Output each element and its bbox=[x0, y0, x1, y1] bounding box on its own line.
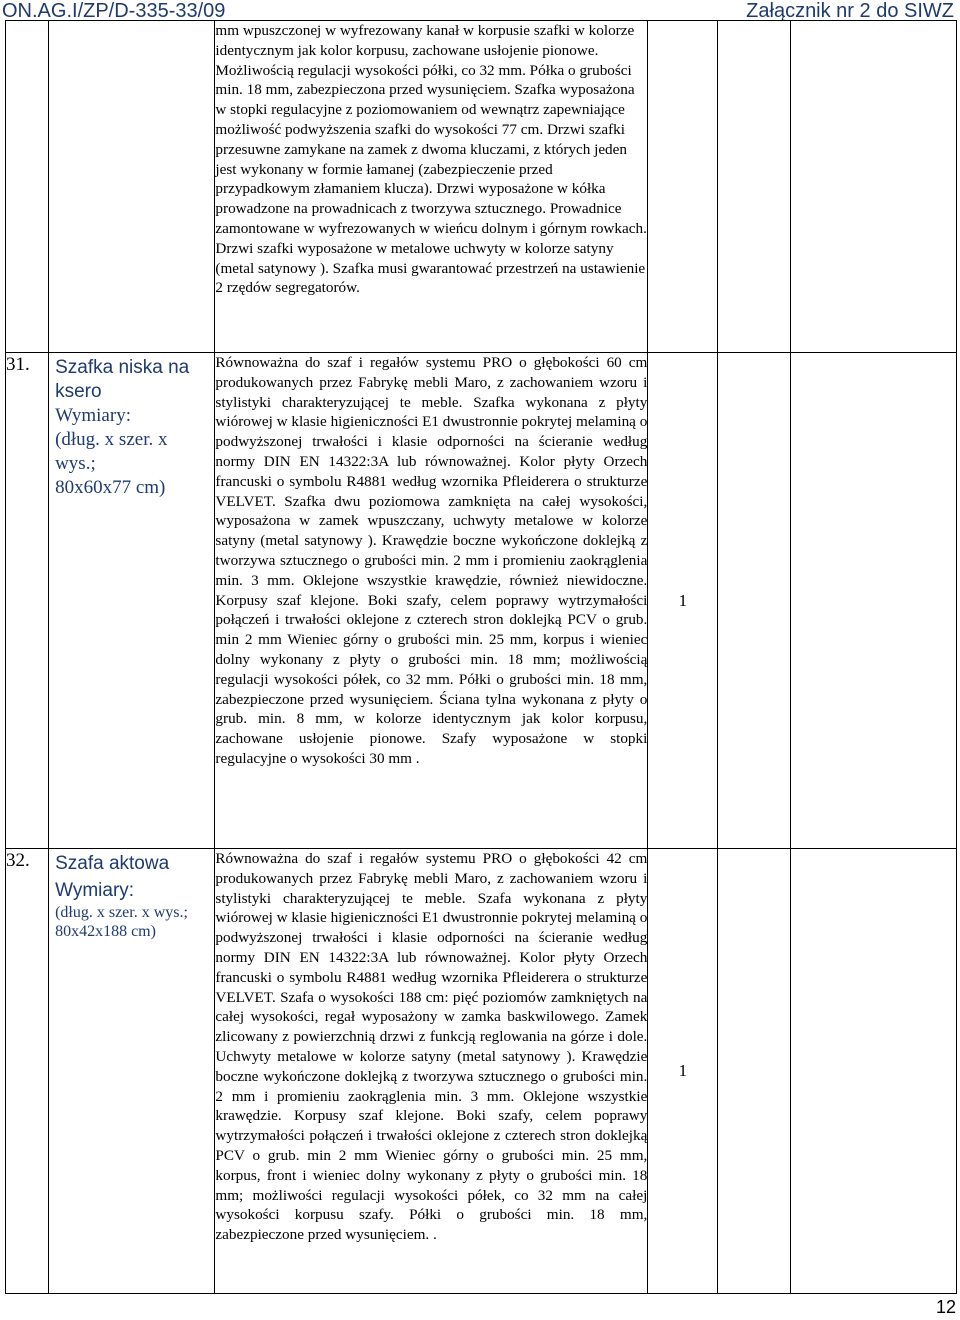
table-row-item-32 bbox=[6, 849, 957, 1294]
empty-cell bbox=[718, 849, 790, 1294]
item-quantity: 1 bbox=[648, 849, 718, 1294]
item-quantity: 1 bbox=[648, 353, 718, 849]
name-cell bbox=[49, 21, 215, 353]
item-description: Równoważna do szaf i regałów systemu PRO o głębokości 60 cm produkowanych przez Fabrykę mebli Maro, z zachowaniem wzoru i stylistyki charakteryzującej te meble. Szafka wykonana z płyty wiórowej w klasie higieniczności E1 dwustronnie pokrytej melaminą o podwyższonej trwałości i klasie odporności na ścieranie według normy DIN EN 14322:3A lub równoważnej. Kolor płyty Orzech francuski o symbolu R4881 według wzornika Pfleiderera o strukturze VELVET. Szafka dwu poziomowa zamknięta na całej wysokości, wyposażona w zamek wpuszczany, uchwyty metalowe w kolorze satyny (metal satynowy ). Krawędzie boczne wykończone doklejką z tworzywa sztucznego o grubości min. 2 mm i promieniu zaokrąglenia min. 3 mm. Oklejone wszystkie krawędzie, również niewidoczne. Korpusy szaf klejone. Boki szafy, celem poprawy wytrzymałości połączeń i trwałości oklejone z czterech stron doklejką PCV o grub. min 2 mm Wieniec górny o grubości min. 25 mm, korpus i wieniec dolny wykonany z płyty o grubości min. 18 mm; możliwością regulacji wysokości półek, co 32 mm. Półki o grubości min. 18 mm, zabezpieczone przed wysunięciem. Ściana tylna wykonana z płyty o grub. min. 8 mm, w kolorze identycznym jak kolor korpusu, zachowane usłojenie pionowe. Szafy wyposażone w stopki regulacyjne o wysokości 30 mm . bbox=[215, 354, 648, 767]
dimensions-value: 80x60x77 cm) bbox=[55, 477, 166, 498]
table-row-continuation bbox=[6, 21, 957, 353]
dimensions-label: Wymiary: bbox=[55, 405, 131, 426]
item-number: 31. bbox=[6, 353, 49, 849]
empty-cell bbox=[790, 21, 956, 353]
table-row-item-31 bbox=[6, 353, 957, 849]
dimensions-value: 80x42x188 cm) bbox=[55, 923, 156, 940]
empty-cell bbox=[718, 353, 790, 849]
number-cell bbox=[6, 21, 49, 353]
empty-cell bbox=[790, 353, 956, 849]
item-number: 32. bbox=[6, 849, 49, 1294]
dimensions-label: Wymiary: bbox=[55, 880, 135, 901]
item-name-cell bbox=[49, 353, 215, 849]
attachment-label: Załącznik nr 2 do SIWZ bbox=[746, 0, 954, 22]
page-number: 12 bbox=[935, 1297, 956, 1317]
empty-cell bbox=[790, 849, 956, 1294]
item-description: Równoważna do szaf i regałów systemu PRO o głębokości 42 cm produkowanych przez Fabrykę mebli Maro, z zachowaniem wzoru i stylistyki charakteryzującej te meble. Szafa wykonana z płyty wiórowej w klasie higieniczności E1 dwustronnie pokrytej melaminą o podwyższonej trwałości i klasie odporności na ścieranie według normy DIN EN 14322:3A lub równoważnej. Kolor płyty Orzech francuski o symbolu R4881 według wzornika Pfleiderera o strukturze VELVET. Szafa o wysokości 188 cm: pięć poziomów zamkniętych na całej wysokości, regał wyposażony w zamka baskwilowego. Zamek zlicowany z powierzchnią drzwi z funkcją reglowania na górze i dole. Uchwyty metalowe w kolorze satyny (metal satynowy ). Krawędzie boczne wykończone doklejką z tworzywa sztucznego o grubości min. 2 mm i promieniu zaokrąglenia min. 3 mm. Oklejone wszystkie krawędzie. Korpusy szaf klejone. Boki szafy, celem poprawy wytrzymałości połączeń i trwałości oklejone z czterech stron doklejką PCV o grub. min 2 mm Wieniec górny o grubości min. 25 mm, korpus, front i wieniec dolny wykonany z płyty o grubości min. 18 mm; możliwości regulacji wysokości półek, co 32 mm na całej wysokości korpusu szafy. Półki o grubości min. 18 mm, zabezpieczone przed wysunięciem. . bbox=[215, 850, 648, 1244]
quantity-cell bbox=[648, 21, 718, 353]
specification-table bbox=[5, 20, 957, 1294]
document-reference: ON.AG.I/ZP/D-335-33/09 bbox=[2, 0, 226, 22]
empty-cell bbox=[718, 21, 790, 353]
dimensions-units: (dług. x szer. x wys.; bbox=[55, 904, 188, 921]
continuation-description: mm wpuszczonej w wyfrezowany kanał w korpusie szafki w kolorze identycznym jak kolor korpusu, zachowane usłojenie pionowe. Możliwością regulacji wysokości półki, co 32 mm. Półka o grubości min. 18 mm, zabezpieczona przed wysunięciem. Szafka wyposażona w stopki regulacyjne z poziomowaniem od wewnątrz zapewniające możliwość podwyższenia szafki do wysokości 77 cm. Drzwi szafki przesuwne zamykane na zamek z dwoma kluczami, z których jeden jest wykonany w formie łamanej (zabezpieczenie przed przypadkowym złamaniem klucza). Drzwi wyposażone w kółka prowadzone na prowadnicach z tworzywa sztucznego. Prowadnice zamontowane w wyfrezowanych w wieńcu dolnym i górnym rowkach. Drzwi szafki wyposażone w metalowe uchwyty w kolorze satyny (metal satynowy ). Szafka musi gwarantować przestrzeń na ustawienie 2 rzędów segregatorów. bbox=[215, 22, 647, 297]
item-name: Szafa aktowa bbox=[55, 853, 170, 874]
dimensions-units: (dług. x szer. x wys.; bbox=[55, 429, 168, 474]
item-name-cell bbox=[49, 849, 215, 1294]
item-name: Szafka niska na ksero bbox=[55, 357, 190, 402]
description-cell bbox=[215, 849, 648, 1294]
description-cell bbox=[215, 21, 648, 353]
description-cell bbox=[215, 353, 648, 849]
